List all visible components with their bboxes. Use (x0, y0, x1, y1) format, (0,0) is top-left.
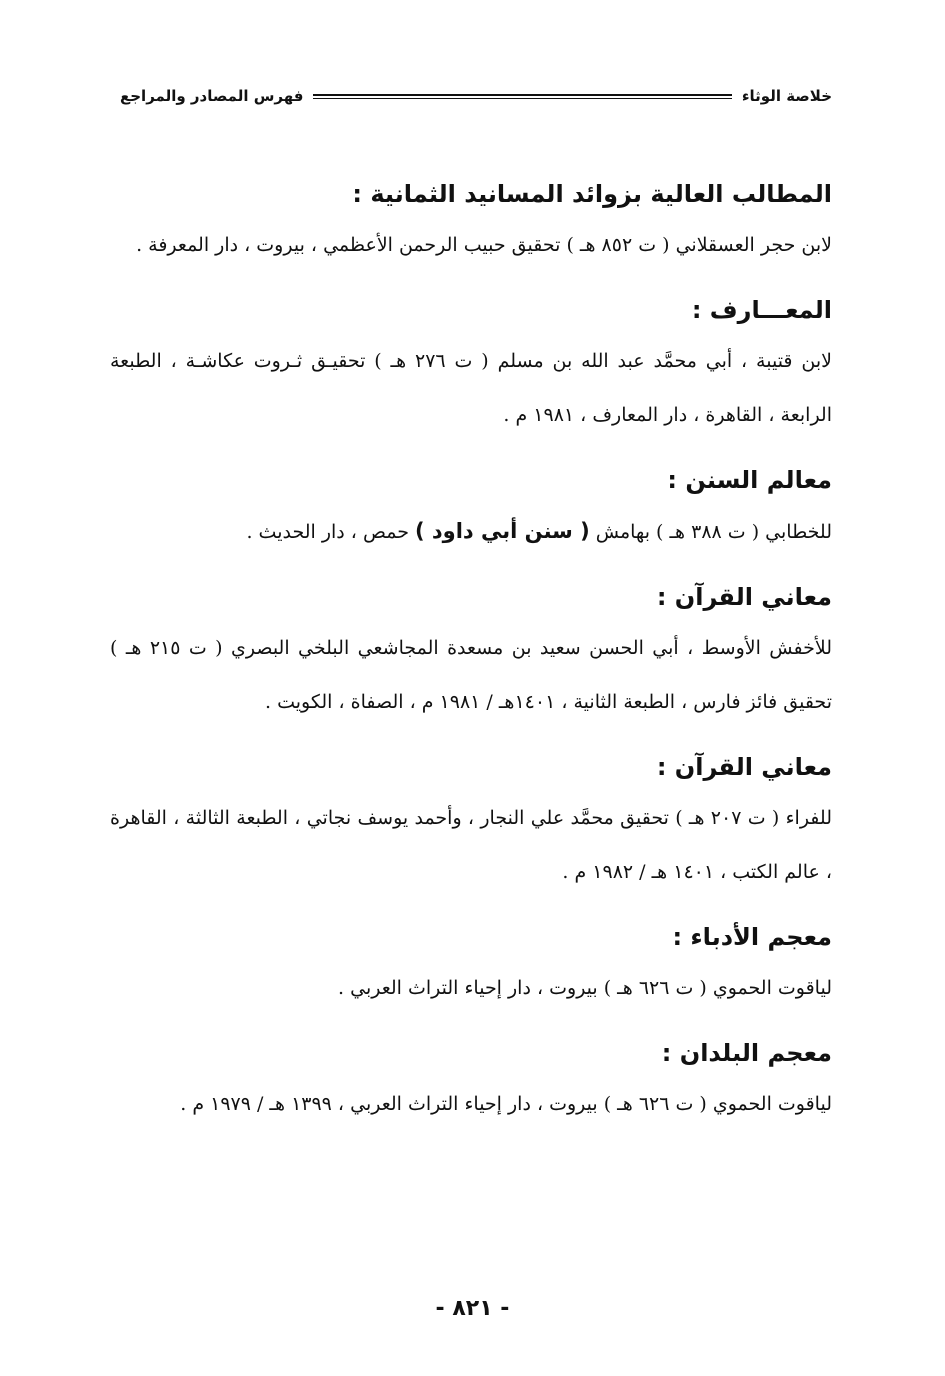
running-header-section-title: فهرس المصادر والمراجع (120, 87, 304, 105)
bibliography-entry (110, 573, 832, 729)
bibliography-entry (110, 286, 832, 442)
entry-body: لابن حجر العسقلاني ( ت ٨٥٢ هـ ) تحقيق حبيب الرحمن الأعظمي ، بيروت ، دار المعرفة . (136, 234, 832, 256)
entry-title: معاني القرآن : (656, 583, 832, 611)
running-header (120, 84, 832, 108)
entry-body: لابن قتيبة ، أبي محمَّد عبد الله بن مسلم ( ت ٢٧٦ هـ ) تحقيـق ثـروت عكاشـة ، الطبعة الرابعة ، القاهرة ، دار المعارف ، ١٩٨١ م . (110, 350, 832, 426)
page-number: - ٨٢١ - (435, 1296, 510, 1321)
entry-body: للفراء ( ت ٢٠٧ هـ ) تحقيق محمَّد علي النجار ، وأحمد يوسف نجاتي ، الطبعة الثالثة ، القاهرة ، عالم الكتب ، ١٤٠١ هـ / ١٩٨٢ م . (110, 807, 833, 883)
entry-body: لياقوت الحموي ( ت ٦٢٦ هـ ) بيروت ، دار إحياء التراث العربي . (338, 977, 832, 999)
bibliography-entry (110, 1029, 832, 1131)
entry-body: لياقوت الحموي ( ت ٦٢٦ هـ ) بيروت ، دار إحياء التراث العربي ، ١٣٩٩ هـ / ١٩٧٩ م . (180, 1093, 832, 1115)
running-header-book-title: خلاصة الوثاء (741, 87, 832, 105)
entry-title: معاني القرآن : (656, 753, 832, 781)
entry-title: معجم البلدان : (661, 1039, 832, 1067)
entry-body: للأخفش الأوسط ، أبي الحسن سعيد بن مسعدة المجاشعي البلخي البصري ( ت ٢١٥ هـ ) تحقيق فائز فارس ، الطبعة الثانية ، ١٤٠١هـ / ١٩٨١ م ، الصفاة ، الكويت . (110, 637, 832, 713)
bibliography-entry (110, 743, 832, 899)
entry-title: المعـــارف : (691, 296, 832, 324)
header-rule (313, 94, 731, 99)
entry-body (110, 504, 832, 559)
entry-title: معالم السنن : (667, 466, 832, 494)
bibliography-entry (110, 170, 832, 272)
entry-body-text: للخطابي ( ت ٣٨٨ هـ ) بهامش (589, 521, 832, 543)
entry-body-emphasis: ( سنن أبي داود ) (415, 519, 590, 543)
entry-title: المطالب العالية بزوائد المسانيد الثمانية : (352, 180, 832, 208)
bibliography-entry (110, 913, 832, 1015)
entry-body-text: حمص ، دار الحديث . (246, 521, 415, 543)
entry-title: معجم الأدباء : (672, 923, 832, 951)
bibliography-list (110, 170, 832, 1145)
bibliography-entry (110, 456, 832, 559)
